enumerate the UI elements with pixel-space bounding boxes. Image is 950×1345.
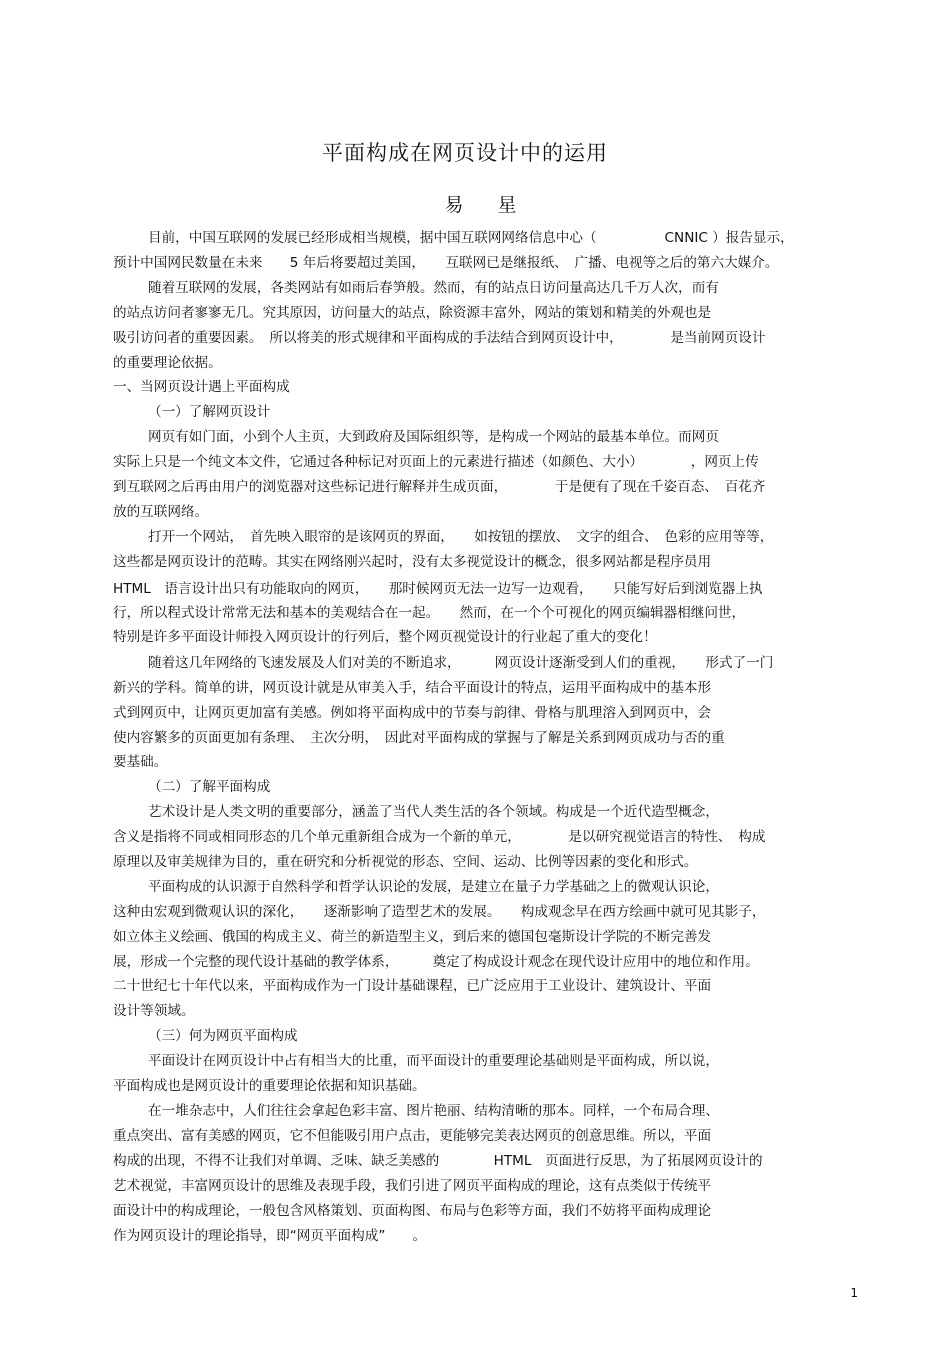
paragraph-line: 的站点访问者寥寥无几。究其原因，访问量大的站点，除资源丰富外，网站的策划和精美的外观也是 — [113, 305, 712, 321]
paragraph-line: 行，所以程式设计常常无法和基本的美观结合在一起。 然而，在一个个可视化的网页编辑器相继问世， — [113, 605, 746, 621]
paragraph-line: 使内容繁多的页面更加有条理、 主次分明， 因此对平面构成的掌握与了解是关系到网页成功与否的重 — [113, 730, 725, 746]
paragraph-line: 含义是指将不同或相同形态的几个单元重新组合成为一个新的单元， 是以研究视觉语言的特性、 构成 — [113, 829, 766, 845]
paragraph-line: 放的互联网络。 — [113, 504, 209, 520]
paragraph-line: 打开一个网站， 首先映入眼帘的是该网页的界面， 如按钮的摆放、 文字的组合、 色彩的应用等等， — [148, 529, 774, 545]
paragraph-line: 展，形成一个完整的现代设计基础的教学体系， 奠定了构成设计观念在现代设计应用中的地位和作用。 — [113, 954, 759, 970]
paragraph-line: 实际上只是一个纯文本文件，它通过各种标记对页面上的元素进行描述（如颜色、大小） ，网页上传 — [113, 454, 759, 470]
subsection-heading: （三）何为网页平面构成 — [148, 1028, 298, 1044]
subsection-heading: （二）了解平面构成 — [148, 779, 271, 795]
paragraph-line: 艺术视觉，丰富网页设计的思维及表现手段，我们引进了网页平面构成的理论，这有点类似于传统平 — [113, 1178, 712, 1194]
paragraph-line: 原理以及审美规律为目的，重在研究和分析视觉的形态、空间、运动、比例等因素的变化和形式。 — [113, 854, 698, 870]
paragraph-line: 这些都是网页设计的范畴。其实在网络刚兴起时，没有太多视觉设计的概念，很多网站都是程序员用 — [113, 554, 712, 570]
paragraph-line: 构成的出现，不得不让我们对单调、乏味、缺乏美感的 HTML 页面进行反思，为了拓展网页设计的 — [113, 1153, 763, 1169]
paragraph-line: 随着互联网的发展，各类网站有如雨后春笋般。然而，有的站点日访问量高达几千万人次，而有 — [148, 280, 719, 296]
paragraph-line: 艺术设计是人类文明的重要部分，涵盖了当代人类生活的各个领域。构成是一个近代造型概念， — [148, 804, 719, 820]
paragraph-line: 特别是许多平面设计师投入网页设计的行列后，整个网页视觉设计的行业起了重大的变化！ — [113, 629, 657, 645]
author-name: 易 星 — [444, 194, 531, 216]
paragraph-line: 二十世纪七十年代以来，平面构成作为一门设计基础课程，已广泛应用于工业设计、建筑设计、平面 — [113, 978, 712, 994]
paragraph-line: HTML 语言设计出只有功能取向的网页， 那时候网页无法一边写一边观看， 只能写好后到浏览器上执 — [113, 581, 763, 597]
paragraph-line: 目前，中国互联网的发展已经形成相当规模，据中国互联网网络信息中心（ CNNIC ）报告显示， — [148, 230, 794, 246]
paragraph-line: 重点突出、富有美感的网页，它不但能吸引用户点击，更能够完美表达网页的创意思维。所以，平面 — [113, 1128, 712, 1144]
paragraph-line: 随着这几年网络的飞速发展及人们对美的不断追求， 网页设计逐渐受到人们的重视， 形式了一门 — [148, 655, 774, 671]
paragraph-line: 网页有如门面，小到个人主页，大到政府及国际组织等，是构成一个网站的最基本单位。而网页 — [148, 429, 719, 445]
paragraph-line: 这种由宏观到微观认识的深化， 逐渐影响了造型艺术的发展。 构成观念早在西方绘画中就可见其影子， — [113, 904, 766, 920]
paragraph-line: 的重要理论依据。 — [113, 355, 222, 371]
paragraph-line: 预计中国网民数量在未来 5 年后将要超过美国， 互联网已是继报纸、 广播、电视等之后的第六大媒介。 — [113, 255, 779, 271]
paragraph-line: 面设计中的构成理论，一般包含风格策划、页面构图、布局与色彩等方面，我们不妨将平面构成理论 — [113, 1203, 712, 1219]
document-title: 平面构成在网页设计中的运用 — [322, 141, 608, 165]
section-heading: 一、当网页设计遇上平面构成 — [113, 379, 290, 395]
paragraph-line: 要基础。 — [113, 754, 168, 770]
paragraph-line: 平面构成的认识源于自然科学和哲学认识论的发展，是建立在量子力学基础之上的微观认识论， — [148, 879, 719, 895]
paragraph-line: 如立体主义绘画、俄国的构成主义、荷兰的新造型主义，到后来的德国包毫斯设计学院的不断完善发 — [113, 929, 712, 945]
paragraph-line: 平面构成也是网页设计的重要理论依据和知识基础。 — [113, 1078, 426, 1094]
paragraph-line: 到互联网之后再由用户的浏览器对这些标记进行解释并生成页面， 于是便有了现在千姿百态、 百花齐 — [113, 479, 766, 495]
paragraph-line: 吸引访问者的重要因素。 所以将美的形式规律和平面构成的手法结合到网页设计中， 是当前网页设计 — [113, 330, 766, 346]
paragraph-line: 设计等领域。 — [113, 1003, 195, 1019]
paragraph-line: 式到网页中，让网页更加富有美感。例如将平面构成中的节奏与韵律、骨格与肌理溶入到网页中，会 — [113, 705, 712, 721]
paragraph-line: 平面设计在网页设计中占有相当大的比重，而平面设计的重要理论基础则是平面构成，所以说， — [148, 1053, 719, 1069]
paragraph-line: 新兴的学科。简单的讲，网页设计就是从审美入手，结合平面设计的特点，运用平面构成中的基本形 — [113, 680, 712, 696]
paragraph-line: 作为网页设计的理论指导，即“网页平面构成” 。 — [113, 1228, 427, 1244]
subsection-heading: （一）了解网页设计 — [148, 404, 271, 420]
paragraph-line: 在一堆杂志中，人们往往会拿起色彩丰富、图片艳丽、结构清晰的那本。同样，一个布局合理、 — [148, 1103, 719, 1119]
page-number: 1 — [850, 1286, 858, 1300]
